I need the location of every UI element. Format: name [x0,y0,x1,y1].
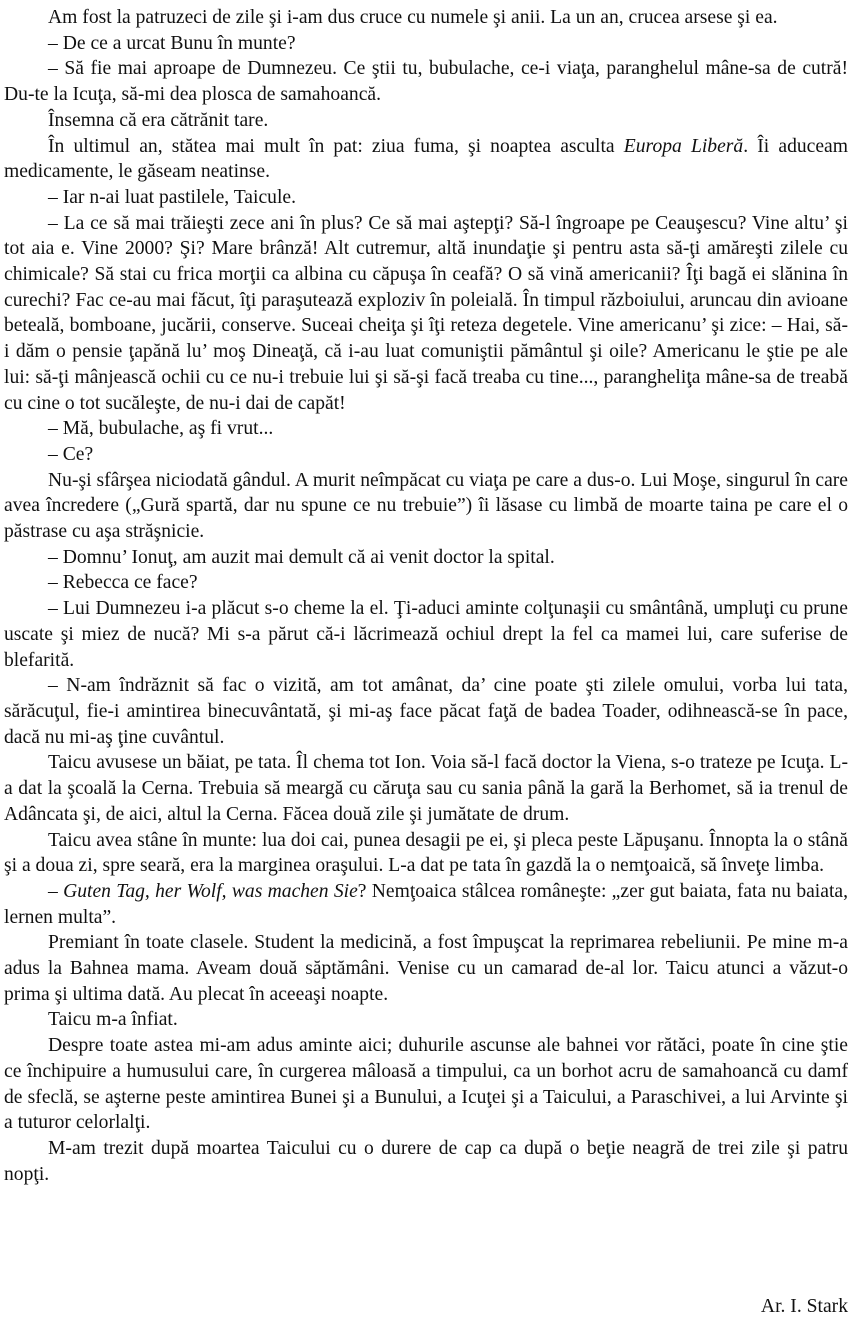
paragraph-text: În ultimul an, stătea mai mult în pat: ziua fuma, şi noaptea asculta [48,135,615,157]
paragraph: Taicu m-a înfiat. [48,1009,178,1031]
paragraph: M-am trezit după moartea Taicului cu o durere de cap ca după o beţie neagră de trei zile şi patru nopţi. [4,1137,848,1185]
dialogue-line: – Rebecca ce face? [48,572,198,594]
paragraph [4,134,848,185]
italic-radio-name: Europa Liberă [623,135,744,157]
paragraph: Am fost la patruzeci de zile şi i-am dus cruce cu numele şi anii. La un an, crucea arsese şi ea. [48,7,778,28]
dialogue-line: – Lui Dumnezeu i-a plăcut s-o cheme la el. Ţi-aduci aminte colţunaşii cu smântână, umpluţi cu prune uscate şi miez de nucă? Mi s-a părut că-i lăcrimează ochiul drept la fel ca mamei lui, care suferise de blefarită. [4,598,848,671]
paragraph: Premiant în toate clasele. Student la medicină, a fost împuşcat la reprimarea rebeliunii. Pe mine m-a adus la Bahnea mama. Aveam două săptămâni. Venise cu un camarad de-al lor. Taicu atunci a văzut-o prima şi ultima dată. Au plecat în aceeaşi noapte. [4,932,848,1005]
paragraph: Nu-şi sfârşea niciodată gândul. A murit neîmpăcat cu viaţa pe care a dus-o. Lui Moşe, singurul în care avea încredere („Gură spartă, dar nu spune ce nu trebuie”) îi lăsase cu limbă de moarte taina pe care el o păstrase cu aşa străşnicie. [4,469,848,543]
dialogue-line: – Să fie mai aproape de Dumnezeu. Ce ştii tu, bubulache, ce-i viaţa, paranghelul mâne-sa de cutră! Du-te la Icuţa, să-mi dea plosca de samahoancă. [4,58,848,106]
dialogue-line: – Domnu’ Ionuţ, am auzit mai demult că ai venit doctor la spital. [48,546,555,568]
paragraph: Însemna că era cătrănit tare. [48,109,269,131]
italic-german-greeting: – Guten Tag, her Wolf, was machen Sie [48,880,358,902]
dialogue-line: – N-am îndrăznit să fac o vizită, am tot amânat, da’ cine poate şti zilele omului, vorba lui tata, sărăcuţul, fie-i amintirea binecuvântată, şi mi-aş face păcat faţă de badea Toader, odihnească-se în pace, dacă nu mi-aş ţine cuvântul. [4,675,848,748]
dialogue-line: – La ce să mai trăieşti zece ani în plus? Ce să mai aştepţi? Să-l îngroape pe Ceauşescu? Vine altu’ şi tot aia e. Vine 2000? Şi? Mare brânză! Alt cutremur, altă inundaţie şi pentru asta să-ţi amăreşti zilele cu chimicale? Să stai cu frica morţii ca albina cu căpuşa în ceafă? O să vină americanii? Îţi bagă ei slănina în curechi? Fac ce-au mai făcut, îţi paraşutează exploziv în poleială. În timpul războiului, aruncau din avioane beteală, bomboane, jucării, conserve. Suceai cheiţa şi îţi reteza degetele. Vine americanu’ şi zice: – Hai, să-i dăm o pensie ţapănă lu’ moş Dineaţă, că i-au luat comuniştii pământul şi oile? Americanu le ştie pe ale lui: să-ţi mânjească ochii cu ce nu-i trebuie lui şi să-şi facă treaba cu tine..., parangheliţa mâne-sa de treabă cu cine o tot sucăleşte, de nu-i dai de capăt! [4,212,848,414]
paragraph: Taicu avea stâne în munte: lua doi cai, punea desagii pe ei, şi pleca peste Lăpuşanu. Înnopta la o stână şi a doua zi, spre seară, era la marginea oraşului. L-a dat pe tata în gazdă la o nemţoaică, să înveţe limba. [4,829,848,877]
dialogue-line [4,879,848,930]
paragraph: Taicu avusese un băiat, pe tata. Îl chema tot Ion. Voia să-l facă doctor la Viena, s-o trateze pe Icuţa. L-a dat la şcoală la Cerna. Trebuia să meargă cu căruţa sau cu sania până la gară la Berhomet, să ia trenul de Adâncata şi, de aici, altul la Cerna. Făcea două zile şi jumătate de drum. [4,752,848,825]
author-signature: Ar. I. Stark [760,1296,848,1317]
dialogue-line: – Ce? [48,443,94,465]
dialogue-line: – Mă, bubulache, aş fi vrut... [48,418,274,440]
paragraph-text: ? Nemţoaica stâlcea româneşte: „zer gut baiata, fata nu baiata, lernen multa”. [4,880,848,928]
paragraph: Despre toate astea mi-am adus aminte aici; duhurile ascunse ale bahnei vor rătăci, poate în cine ştie ce închipuire a humusului care, în curgerea mâloasă a timpului, ca un borhot acru de samahoancă cu damf de sfeclă, se aşterne peste amintirea Bunei şi a Bunului, a Icuţei şi a Taicului, a Paraschivei, a lui Arvinte şi a tuturor celorlalţi. [4,1035,848,1134]
dialogue-line: – Iar n-ai luat pastilele, Taicule. [48,186,296,208]
paragraph-text: . Îi aduceam medicamente, le găseam neatinse. [4,135,848,183]
dialogue-line: – De ce a urcat Bunu în munte? [48,32,296,54]
